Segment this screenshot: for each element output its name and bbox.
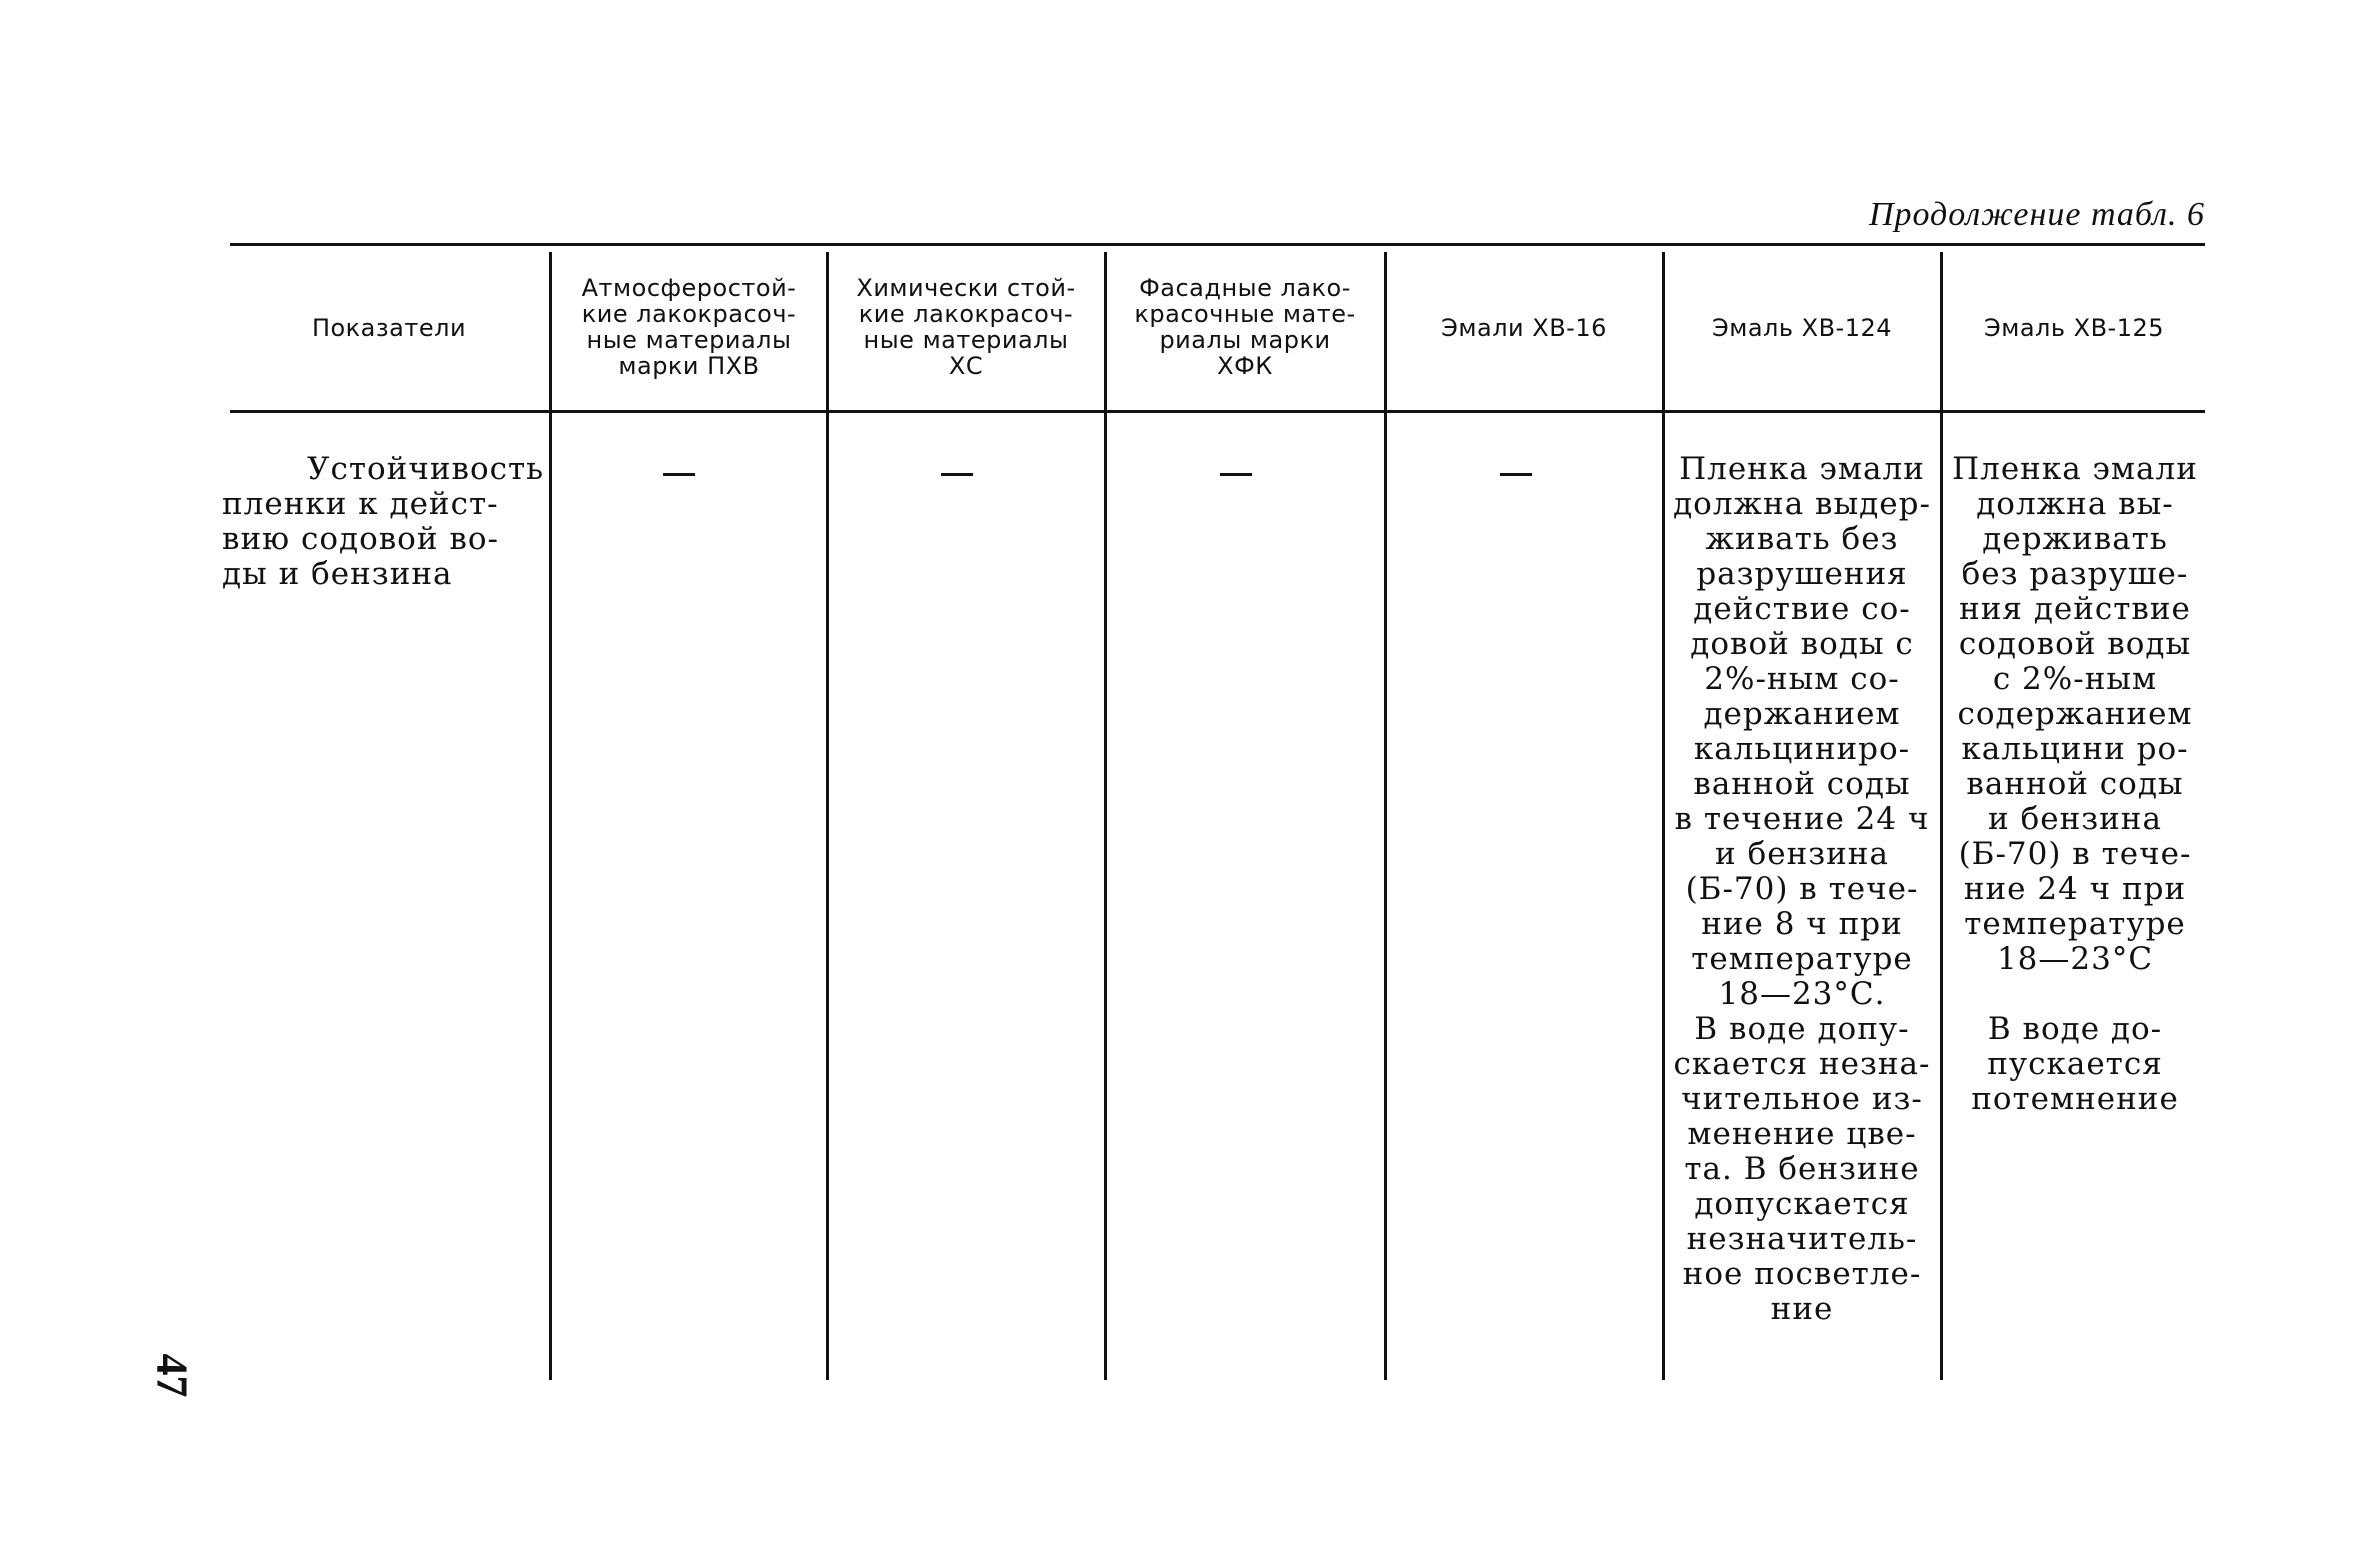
cell-line: (Б-70) в тече-	[1685, 871, 1919, 907]
indicator-line: ды и бензина	[222, 556, 453, 592]
cell-line: чительное из-	[1681, 1081, 1923, 1117]
header-line: риалы марки	[1159, 326, 1331, 354]
header-line: Фасадные лако-	[1139, 274, 1351, 302]
cell-line: В воде допу-	[1694, 1011, 1910, 1047]
cell-line: ное посветле-	[1682, 1256, 1922, 1292]
empty-value-dash	[1220, 473, 1252, 476]
cell-line: с 2%-ным	[1992, 661, 2158, 697]
cell-line: скается незна-	[1673, 1046, 1931, 1082]
cell-line: и бензина	[1988, 801, 2162, 837]
header-line: кие лакокрасоч-	[581, 300, 797, 328]
cell-line: содовой воды	[1958, 626, 2192, 662]
cell-line: кальцини ро-	[1961, 731, 2189, 767]
empty-value-dash	[941, 473, 973, 476]
header-line: марки ПХВ	[618, 352, 760, 380]
cell-line: ние 24 ч при	[1963, 871, 2187, 907]
cell-line: ние	[1770, 1291, 1834, 1327]
table-caption: Продолжение табл. 6	[1868, 196, 2205, 233]
xv124-cell	[1664, 452, 1940, 1327]
header-line: ные материалы	[586, 326, 792, 354]
header-xv125	[1944, 252, 2204, 404]
indicator-line: Устойчивость	[307, 451, 544, 487]
cell-line: ние 8 ч при	[1701, 906, 1903, 942]
header-indicators	[230, 252, 548, 404]
header-bottom-rule	[230, 410, 2205, 413]
header-line: Эмаль ХВ-124	[1711, 314, 1893, 342]
cell-line: 18—23°С	[1996, 941, 2154, 977]
header-xv124	[1666, 252, 1938, 404]
xv125-cell	[1942, 452, 2208, 1117]
header-line: кие лакокрасоч-	[858, 300, 1074, 328]
header-line: ные материалы	[863, 326, 1069, 354]
header-xfk	[1108, 262, 1382, 392]
cell-line: должна выдер-	[1673, 486, 1931, 522]
cell-line: 2%-ным со-	[1704, 661, 1900, 697]
empty-value-dash	[1500, 473, 1532, 476]
cell-line: незначитель-	[1686, 1221, 1918, 1257]
header-line: красочные мате-	[1134, 300, 1356, 328]
cell-line: Пленка эмали	[1679, 451, 1925, 487]
table-top-rule	[230, 243, 2205, 246]
cell-line: действие со-	[1693, 591, 1911, 627]
cell-line: должна вы-	[1976, 486, 2174, 522]
cell-line: держивать	[1982, 521, 2168, 557]
column-divider	[1104, 252, 1107, 1380]
indicator-line: пленки к дейст-	[222, 486, 499, 522]
cell-line	[1942, 977, 2208, 1012]
cell-line: менение цве-	[1687, 1116, 1917, 1152]
cell-line: потемнение	[1971, 1081, 2179, 1117]
cell-line: температуре	[1964, 906, 2186, 942]
cell-line: и бензина	[1715, 836, 1889, 872]
header-line: Химически стой-	[856, 274, 1076, 302]
cell-line: кальциниро-	[1693, 731, 1911, 767]
cell-line: без разруше-	[1961, 556, 2189, 592]
cell-line: пускается	[1987, 1046, 2163, 1082]
header-line: Показатели	[311, 314, 467, 342]
column-divider	[549, 252, 552, 1380]
cell-line: ванной соды	[1966, 766, 2184, 802]
indicator-line: вию содовой во-	[222, 521, 499, 557]
header-line: Эмали ХВ-16	[1441, 314, 1607, 342]
page-number: 47	[147, 1353, 197, 1398]
cell-line: разрушения	[1696, 556, 1908, 592]
cell-line: в течение 24 ч	[1674, 801, 1930, 837]
column-divider	[1384, 252, 1387, 1380]
cell-line: допускается	[1694, 1186, 1910, 1222]
header-xv16	[1388, 252, 1660, 404]
cell-line: (Б-70) в тече-	[1958, 836, 2192, 872]
cell-line: ния действие	[1959, 591, 2191, 627]
cell-line: содержанием	[1957, 696, 2193, 732]
cell-line: температуре	[1691, 941, 1913, 977]
cell-line: В воде до-	[1987, 1011, 2163, 1047]
empty-value-dash	[663, 473, 695, 476]
cell-line: живать без	[1705, 521, 1899, 557]
header-line: ХФК	[1217, 352, 1273, 380]
cell-line: держанием	[1703, 696, 1901, 732]
header-line: Эмаль ХВ-125	[1983, 314, 2165, 342]
header-line: ХС	[948, 352, 984, 380]
column-divider	[826, 252, 829, 1380]
header-line: Атмосферостой-	[581, 274, 797, 302]
cell-line: та. В бензине	[1684, 1151, 1920, 1187]
cell-line: Пленка эмали	[1952, 451, 2198, 487]
header-xs	[830, 262, 1102, 392]
header-pxv	[553, 262, 825, 392]
cell-line: 18—23°С.	[1718, 976, 1886, 1012]
cell-line: довой воды с	[1690, 626, 1914, 662]
indicator-cell	[222, 452, 544, 592]
cell-line: ванной соды	[1693, 766, 1911, 802]
